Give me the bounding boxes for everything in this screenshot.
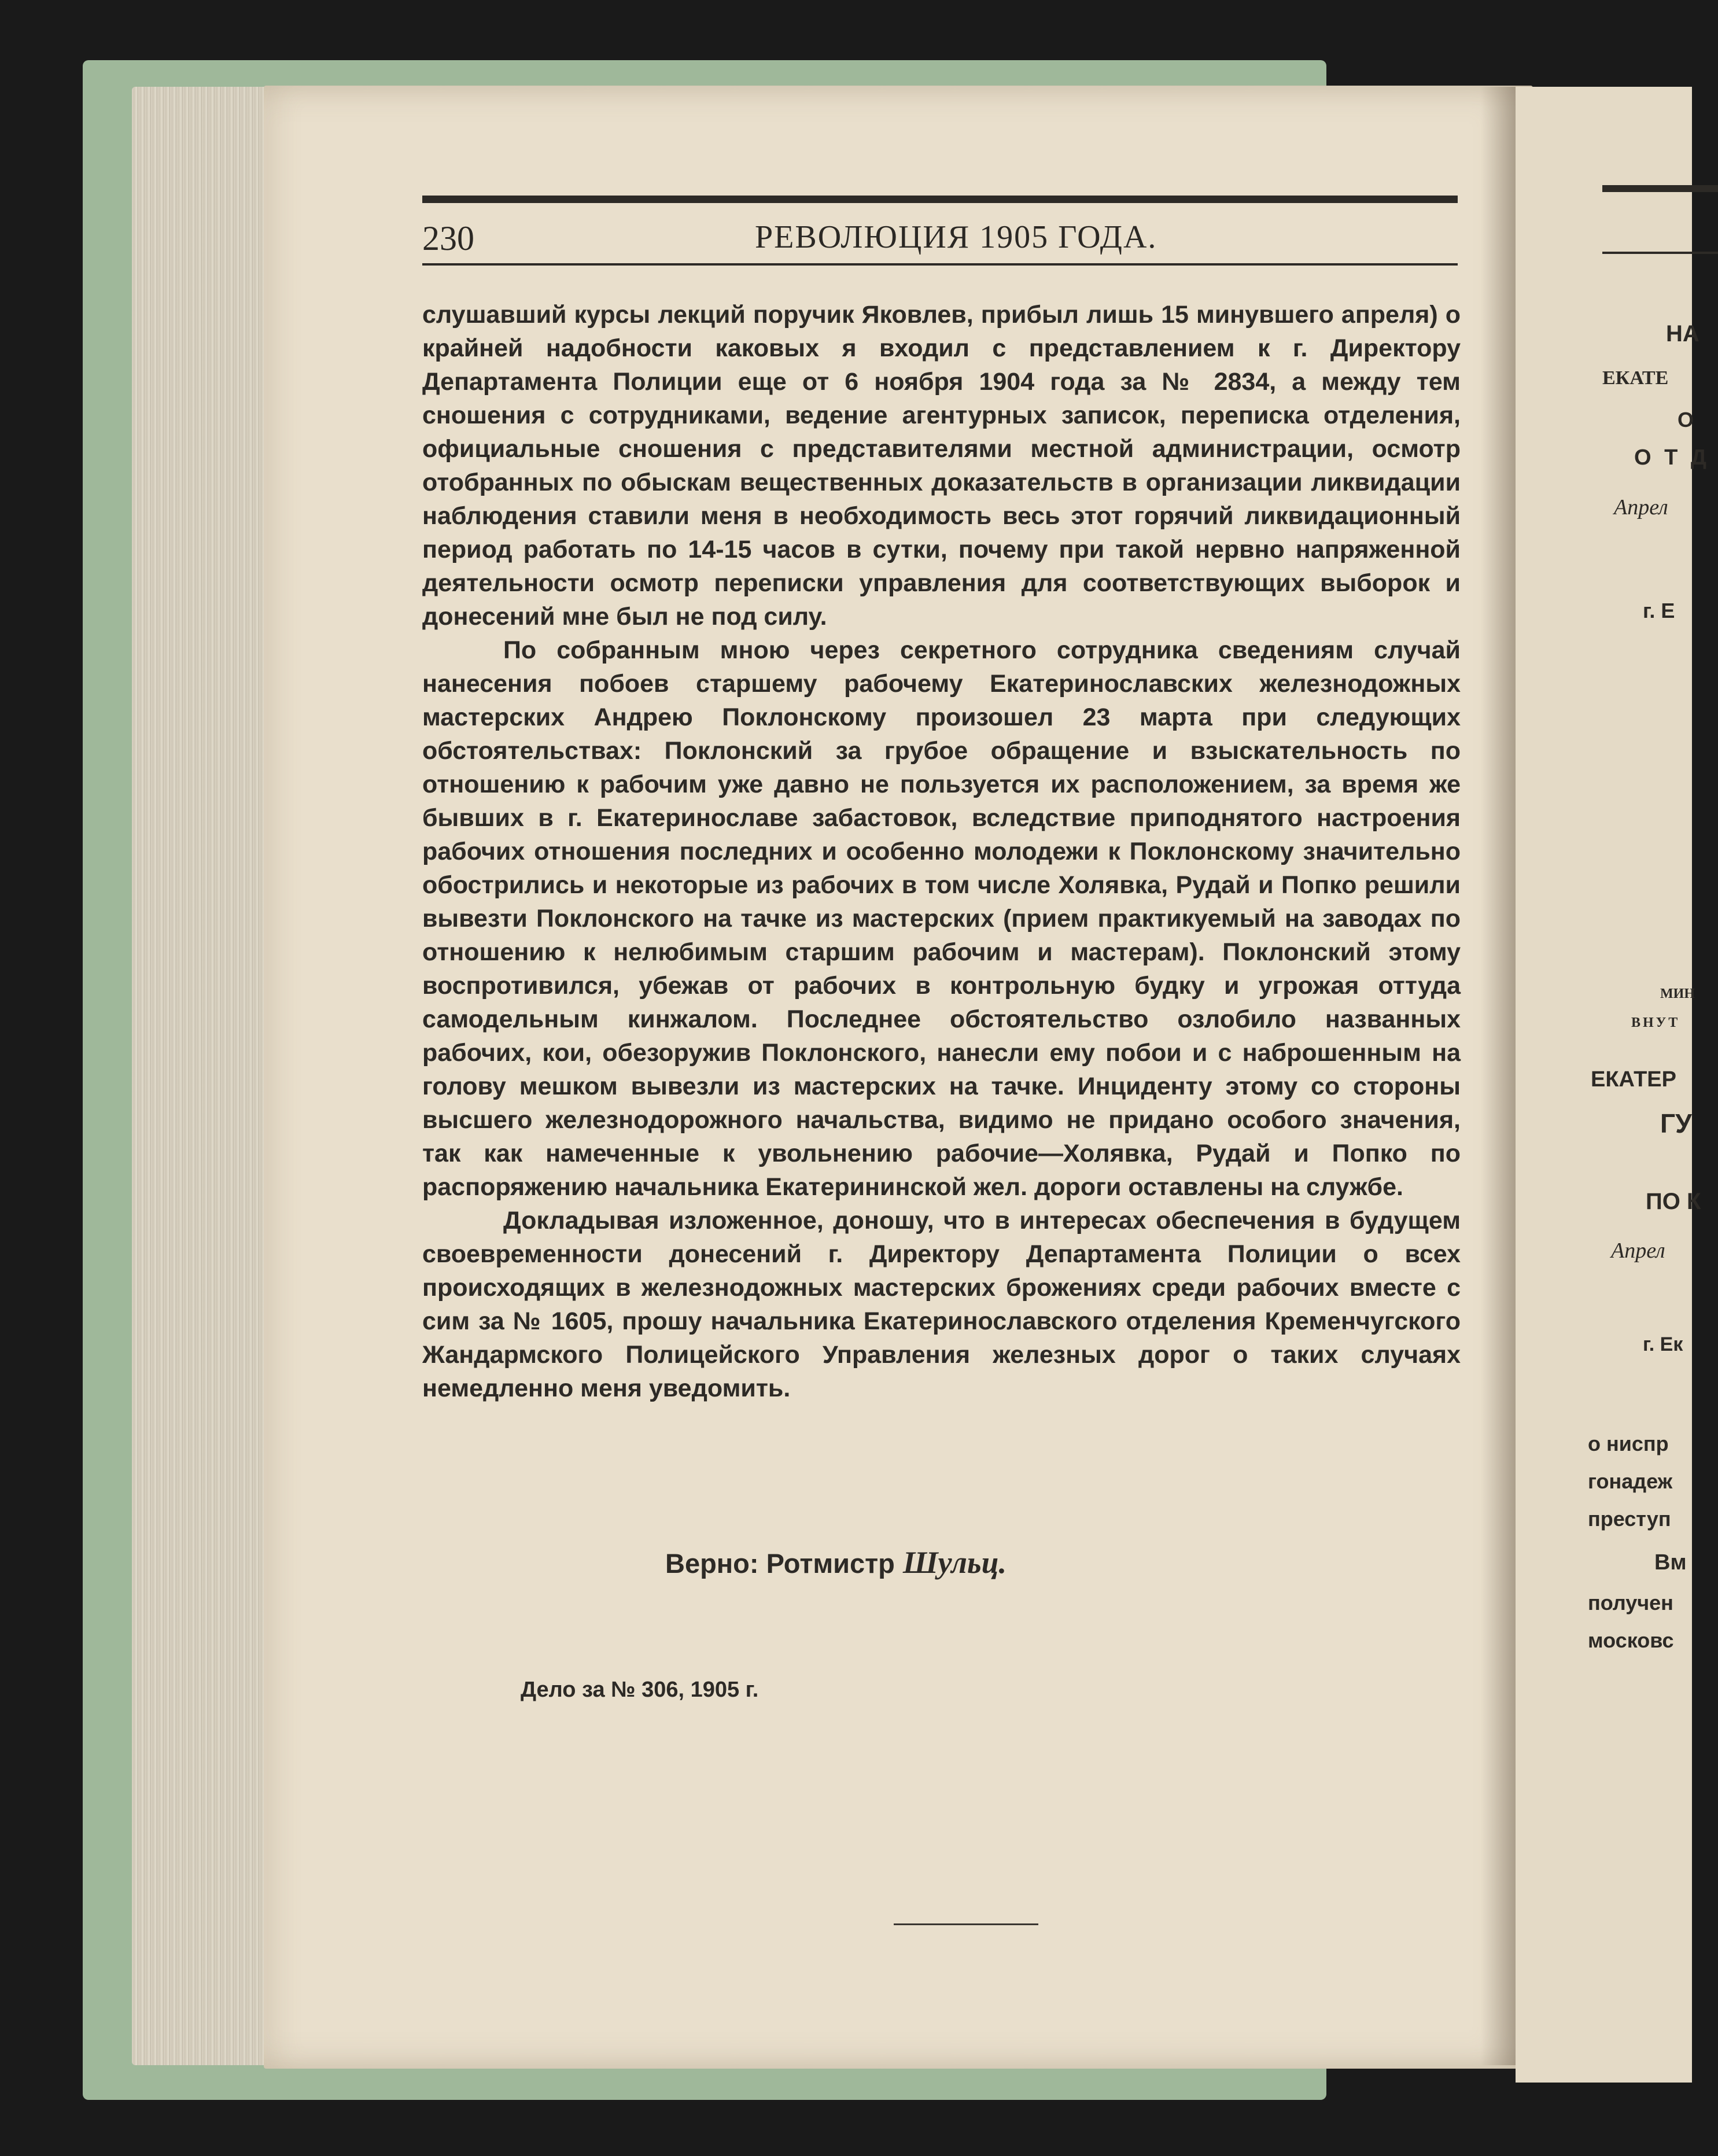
signature-name: Шульц.	[902, 1545, 1007, 1580]
header-rule-thick	[422, 196, 1458, 203]
right-fragment: г. Е	[1643, 599, 1675, 622]
right-fragment: получен	[1588, 1591, 1673, 1615]
right-fragment: Апрел	[1614, 495, 1668, 519]
right-fragment: Апрел	[1611, 1239, 1665, 1263]
right-fragment: гонадеж	[1588, 1469, 1673, 1493]
right-fragment: ЕКАТЕР	[1591, 1067, 1676, 1092]
right-fragment: о ниспр	[1588, 1432, 1669, 1455]
right-header-rule-thin	[1602, 252, 1718, 254]
right-fragment: НА	[1666, 321, 1699, 347]
right-fragment: г. Ек	[1643, 1333, 1683, 1355]
right-fragment: О	[1678, 408, 1694, 432]
right-header-rule-thick	[1602, 185, 1718, 192]
right-fragment: ЕКАТЕ	[1602, 367, 1669, 389]
signature-line	[665, 1545, 1007, 1580]
footnote: Дело за № 306, 1905 г.	[521, 1678, 759, 1702]
body-text	[422, 298, 1461, 1405]
right-fragment: Вм	[1654, 1550, 1687, 1575]
signature-prefix: Верно: Ротмистр	[665, 1548, 895, 1579]
right-page	[1516, 87, 1710, 2083]
right-fragment: О Т Д	[1634, 445, 1710, 470]
right-fragment: ГУ	[1660, 1108, 1692, 1138]
paragraph-1: слушавший курсы лекций поручик Яковлев, прибыл лишь 15 минувшего апреля) о крайней надобности каковых я входил с представлением к г. Директору Департамента Полиции еще от 6 ноября 1904 года за № 2834, а между тем сношения с сотрудниками, ведение агентурных записок, переписка отделения, официальные сношения с представителями местной администрации, осмотр отобранных по обыскам вещественных доказательств в организации ликвидации наблюдения ставили меня в необходимость весь этот горячий ликвидационный период работать по 14-15 часов в сутки, почему при такой нервно напряженной деятельности осмотр переписки управления для соответствующих выборок и донесений мне был не под силу.	[422, 301, 1461, 631]
right-fragment: московс	[1588, 1628, 1674, 1652]
paragraph-3: Докладывая изложенное, доношу, что в интересах обеспечения в будущем своевременности донесений г. Директору Департамента Полиции о всех происходящих в железнодожных мастерских брожениях среди рабочих вместе с сим за № 1605, прошу начальника Екатеринославского отделения Кременчугского Жандармского Полицейского Управления железных дорог о таких случаях немедленно меня уведомить.	[422, 1207, 1461, 1402]
page-number: 230	[422, 219, 474, 257]
running-title: РЕВОЛЮЦИЯ 1905 ГОДА.	[755, 219, 1157, 255]
right-fragment: преступ	[1588, 1507, 1671, 1531]
paragraph-2: По собранным мною через секретного сотрудника сведениям случай нанесения побоев старшему рабочему Екатеринославских железнодожных мастерских Андрею Поклонскому произошел 23 марта при следующих обстоятельствах: Поклонский за грубое обращение и взыскательность по отношению к рабочим уже давно не пользуется их расположением, за время же бывших в г. Екатеринославе забастовок, вследствие приподнятого настроения рабочих отношения последних и особенно молодежи к Поклонскому значительно обострились и некоторые из рабочих в том числе Холявка, Рудай и Попко решили вывезти Поклонского на тачке из мастерских (прием практикуемый на заводах по отношению к нелюбимым старшим рабочим и мастерам). Поклонский этому воспротивился, убежав от рабочих в контрольную будку и угрожая оттуда самодельным кинжалом. Последнее обстоятельство озлобило названных рабочих, кои, обезоружив Поклонского, нанесли ему побои и с наброшенным на голову мешком вывезли из мастерских на тачке. Инциденту этому со стороны высшего железнодорожного начальства, видимо не придано особого значения, так как намеченные к увольнению рабочие—Холявка, Рудай и Попко по распоряжению начальника Екатерининской жел. дороги оставлены на службе.	[422, 636, 1461, 1201]
right-fragment: ПО К	[1646, 1189, 1701, 1214]
bottom-rule	[894, 1923, 1038, 1925]
header-rule-thin	[422, 263, 1458, 266]
right-fragment: ВНУТ	[1631, 1015, 1680, 1030]
right-fragment: МИН	[1660, 986, 1695, 1001]
